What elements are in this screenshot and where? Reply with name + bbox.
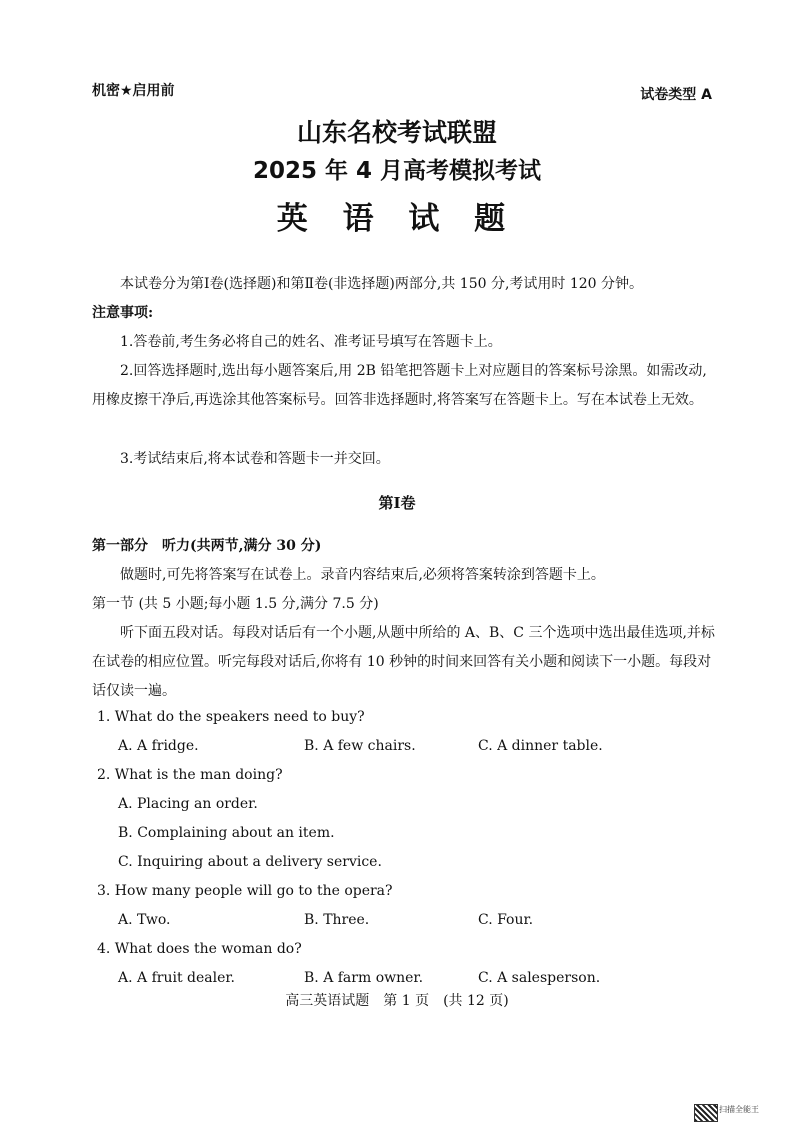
question-1-option-c: C. A dinner table. — [478, 738, 603, 754]
scanner-watermark: 扫描全能王 — [719, 1105, 759, 1114]
part1-heading: 第一部分 听力(共两节,满分 30 分) — [92, 538, 322, 554]
question-2-option-a: A. Placing an order. — [118, 796, 258, 812]
question-1-option-a: A. A fridge. — [118, 738, 199, 754]
question-3-stem: 3. How many people will go to the opera? — [97, 883, 393, 899]
question-3-option-c: C. Four. — [478, 912, 534, 928]
qr-code-icon — [694, 1104, 718, 1122]
question-4-stem: 4. What does the woman do? — [97, 941, 302, 957]
part1-instruction: 做题时,可先将答案写在试卷上。录音内容结束后,必须将答案转涂到答题卡上。 — [120, 567, 605, 583]
exam-union-title: 山东名校考试联盟 — [296, 118, 497, 147]
page-footer: 高三英语试题 第 1 页 (共 12 页) — [285, 993, 509, 1009]
question-3-option-a: A. Two. — [118, 912, 171, 928]
part1-sub-heading: 第一节 (共 5 小题;每小题 1.5 分,满分 7.5 分) — [92, 596, 379, 612]
notice-item-2: 2.回答选择题时,选出每小题答案后,用 2B 铅笔把答题卡上对应题目的答案标号涂黑。如需改动,用橡皮擦干净后,再选涂其他答案标号。回答非选择题时,将答案写在答题卡上。写在本试卷上无效。 — [92, 363, 707, 408]
notice-item-1: 1.答卷前,考生务必将自己的姓名、准考证号填写在答题卡上。 — [120, 334, 502, 350]
paper-type-label: 试卷类型 A — [640, 87, 712, 103]
notice-item-3: 3.考试结束后,将本试卷和答题卡一并交回。 — [120, 451, 390, 467]
notice-title: 注意事项: — [92, 305, 154, 321]
question-4-option-a: A. A fruit dealer. — [118, 970, 235, 986]
question-2-stem: 2. What is the man doing? — [97, 767, 283, 783]
exam-date-title: 2025 年 4 月高考模拟考试 — [252, 158, 542, 184]
section-title: 第Ⅰ卷 — [378, 494, 416, 512]
subject-title: 英 语 试 题 — [276, 201, 518, 237]
confidential-label: 机密★启用前 — [92, 83, 175, 99]
part1-sub-instruction: 听下面五段对话。每段对话后有一个小题,从题中所给的 A、B、C 三个选项中选出最佳选项,并标在试卷的相应位置。听完每段对话后,你将有 10 秒钟的时间来回答有关小题和阅读下一小题。每段对话仅读一遍。 — [92, 625, 715, 699]
intro-paragraph: 本试卷分为第Ⅰ卷(选择题)和第Ⅱ卷(非选择题)两部分,共 150 分,考试用时 120 分钟。 — [120, 276, 644, 292]
question-1-stem: 1. What do the speakers need to buy? — [97, 709, 365, 725]
question-3-option-b: B. Three. — [304, 912, 370, 928]
question-4-option-c: C. A salesperson. — [478, 970, 601, 986]
question-2-option-c: C. Inquiring about a delivery service. — [118, 854, 382, 870]
question-1-option-b: B. A few chairs. — [304, 738, 416, 754]
question-2-option-b: B. Complaining about an item. — [118, 825, 335, 841]
question-4-option-b: B. A farm owner. — [304, 970, 424, 986]
